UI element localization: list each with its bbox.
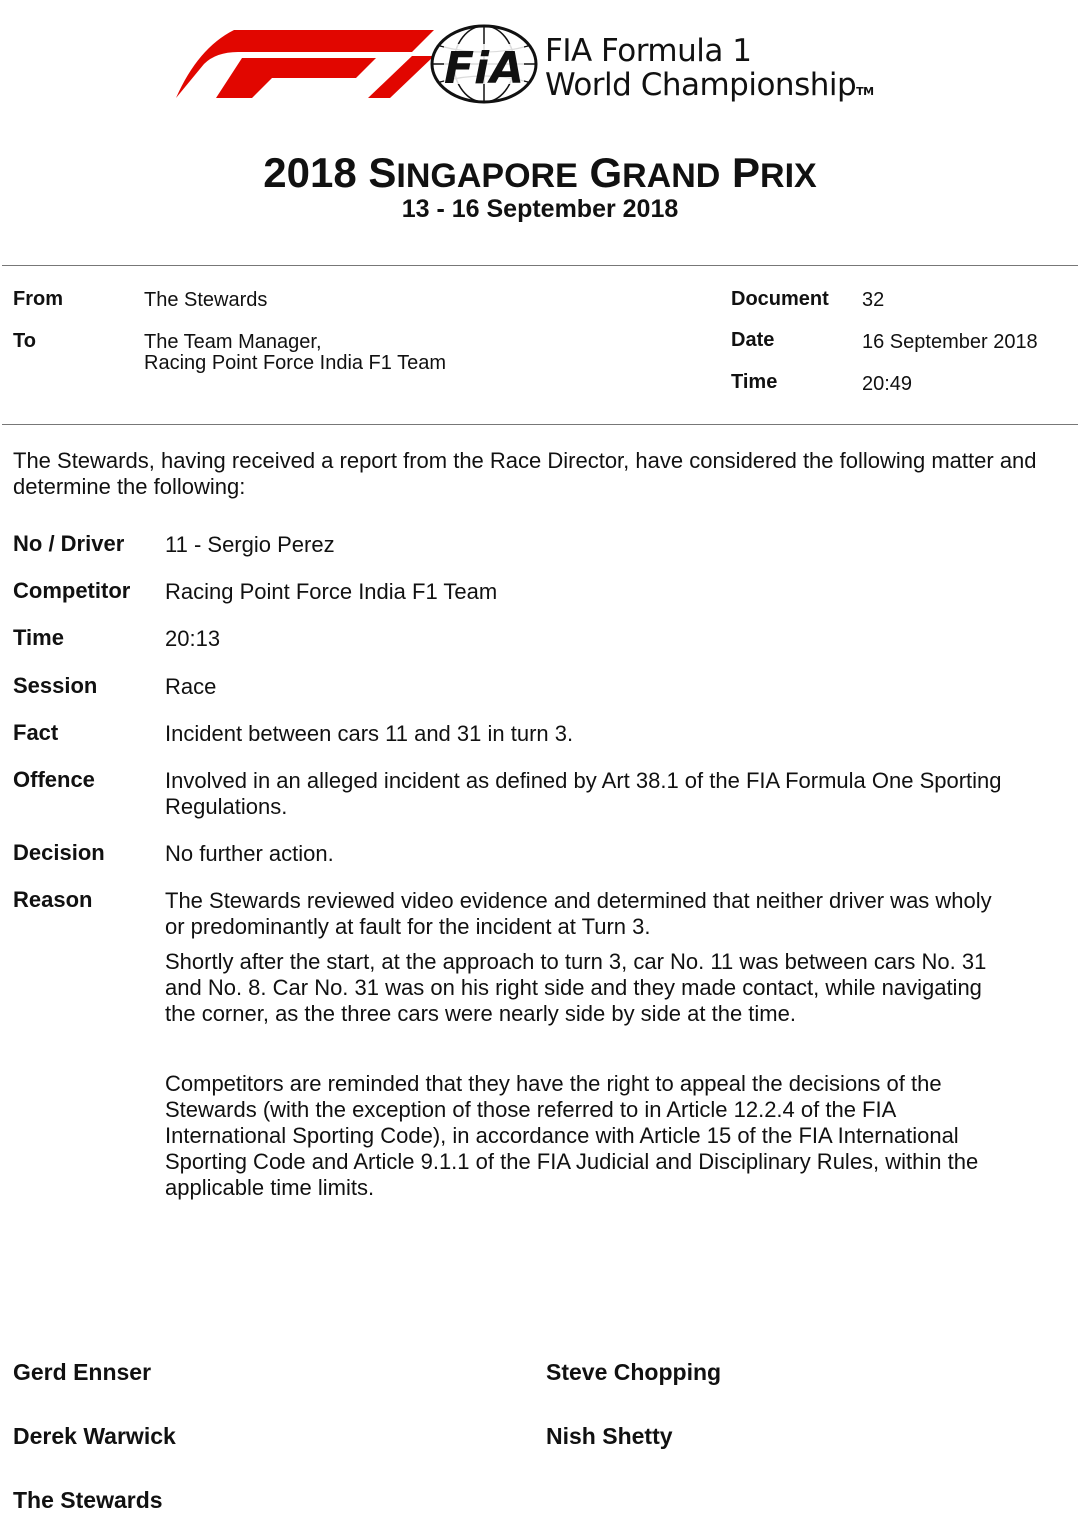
offence-value-line-1: Involved in an alleged incident as defined by Art 38.1 of the FIA Formula One Sporting (165, 768, 1002, 793)
offence-label: Offence (13, 767, 95, 792)
reason-p1-line-1: The Stewards reviewed video evidence and determined that neither driver was wholy (165, 888, 992, 913)
championship-line-2-text: World Championship (545, 67, 857, 103)
document-label: Document (731, 288, 829, 310)
appeal-line-5: applicable time limits. (165, 1175, 375, 1200)
championship-wordmark (545, 34, 874, 109)
from-value: The Stewards (144, 289, 268, 311)
f1-logo (176, 30, 434, 98)
document-value: 32 (862, 289, 885, 311)
competitor-label: Competitor (13, 578, 131, 603)
to-value-line-1: The Team Manager, (144, 331, 322, 353)
signature-closing: The Stewards (13, 1487, 163, 1513)
intro-paragraph: The Stewards, having received a report from the Race Director, have considered the following matter and determine the following: (13, 448, 1037, 499)
signature-nish-shetty: Nish Shetty (546, 1423, 673, 1449)
reason-p2-line-3: the corner, as the three cars were nearly side by side at the time. (165, 1001, 796, 1026)
event-title (0, 150, 1080, 199)
title-word-3-initial: P (732, 149, 761, 196)
decision-label: Decision (13, 840, 105, 865)
session-value: Race (165, 674, 217, 699)
reason-p1-line-2: or predominantly at fault for the incident at Turn 3. (165, 914, 651, 939)
fia-globe-logo (430, 24, 538, 104)
driver-value: 11 - Sergio Perez (165, 532, 335, 557)
reason-label: Reason (13, 887, 93, 912)
offence-value-line-2: Regulations. (165, 794, 288, 819)
title-word-1-initial: S (368, 149, 397, 196)
appeal-line-2: Stewards (with the exception of those referred to in Article 12.2.4 of the FIA (165, 1097, 897, 1122)
trademark: TM (856, 85, 874, 98)
championship-line-2 (545, 68, 874, 109)
date-label: Date (731, 329, 775, 351)
decision-value: No further action. (165, 841, 334, 866)
title-word-2-initial: G (589, 149, 623, 196)
competitor-value: Racing Point Force India F1 Team (165, 579, 498, 604)
appeal-line-3: International Sporting Code), in accordance with Article 15 of the FIA International (165, 1123, 959, 1148)
to-label: To (13, 330, 36, 352)
title-word-2-rest: RAND (622, 157, 721, 195)
driver-label: No / Driver (13, 531, 125, 556)
header-divider-bottom (2, 424, 1078, 425)
title-word-1-rest: INGAPORE (396, 157, 578, 195)
title-word-3-rest: RIX (760, 157, 817, 195)
fact-label: Fact (13, 720, 59, 745)
appeal-line-4: Sporting Code and Article 9.1.1 of the FIA Judicial and Disciplinary Rules, within the (165, 1149, 979, 1174)
session-label: Session (13, 673, 98, 698)
time-value: 20:49 (862, 373, 913, 395)
header-divider-top (2, 265, 1078, 266)
incident-time-label: Time (13, 625, 64, 650)
svg-text:i: i (474, 43, 490, 94)
document-header (0, 0, 1080, 130)
championship-line-1: FIA Formula 1 (545, 33, 752, 69)
svg-text:F: F (444, 43, 475, 94)
signature-derek-warwick: Derek Warwick (13, 1423, 176, 1449)
time-label: Time (731, 371, 778, 393)
svg-text:A: A (490, 43, 525, 94)
event-dates: 13 - 16 September 2018 (401, 195, 679, 223)
from-label: From (13, 288, 63, 310)
appeal-line-1: Competitors are reminded that they have the right to appeal the decisions of the (165, 1071, 942, 1096)
signature-steve-chopping: Steve Chopping (546, 1359, 722, 1385)
fact-value: Incident between cars 11 and 31 in turn 3. (165, 721, 574, 746)
signature-gerd-ennser: Gerd Ennser (13, 1359, 152, 1385)
reason-p2-line-1: Shortly after the start, at the approach to turn 3, car No. 11 was between cars No. 31 (165, 949, 987, 974)
incident-time-value: 20:13 (165, 626, 221, 651)
event-year: 2018 (263, 149, 357, 196)
reason-p2-line-2: and No. 8. Car No. 31 was on his right side and they made contact, while navigating (165, 975, 982, 1000)
to-value-line-2: Racing Point Force India F1 Team (144, 352, 447, 374)
date-value: 16 September 2018 (862, 331, 1038, 353)
